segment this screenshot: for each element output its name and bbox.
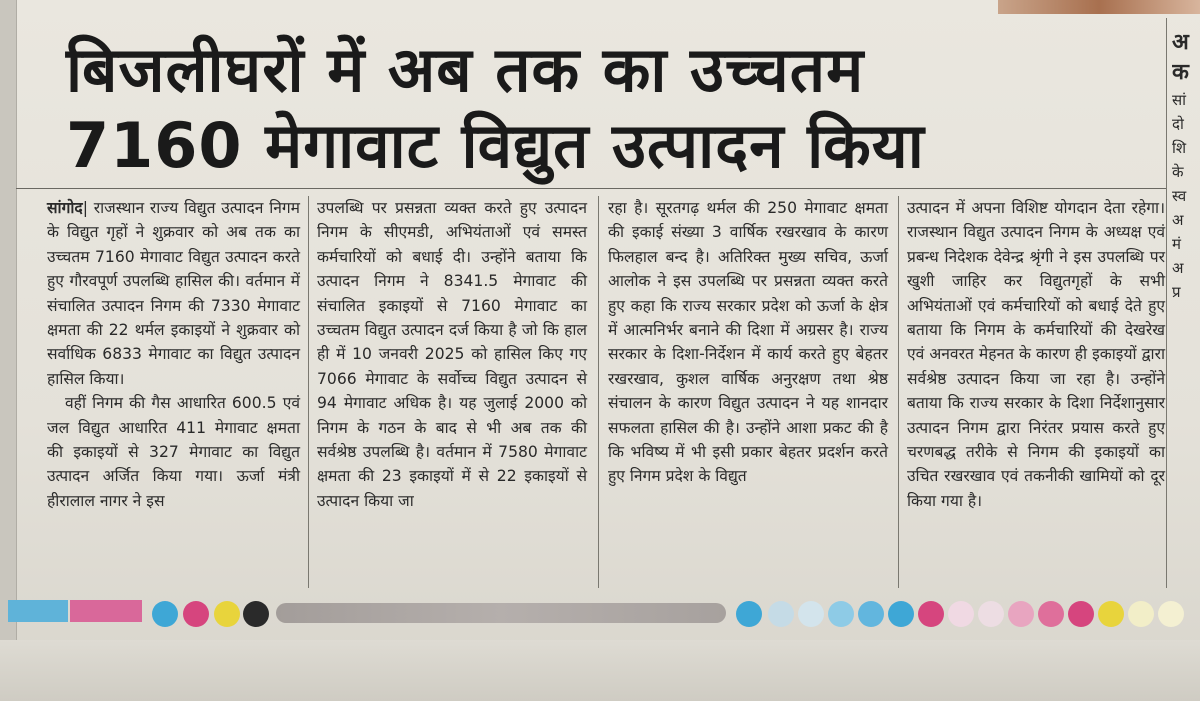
adjacent-text-line: मं bbox=[1172, 235, 1181, 253]
yellow-dot bbox=[1098, 601, 1124, 627]
dateline: सांगोद bbox=[47, 199, 83, 217]
paragraph-text: राजस्थान राज्य विद्युत उत्पादन निगम के विद्युत गृहों ने शुक्रवार को अब तक का उच्चतम 7160 मेगावाट विद्युत उत्पादन करते हुए गौरवपूर्ण उपलब्धि हासिल की। वर्तमान में संचालित उत्पादन निगम की 7330 मेगावाट क्षमता की 22 थर्मल इकाइयों ने शुक्रवार को सर्वाधिक 6833 मेगावाट का विद्युत उत्पादन हासिल किया। bbox=[47, 199, 300, 388]
adjacent-text-line: दो bbox=[1172, 115, 1184, 133]
headline-line-1: बिजलीघरों में अब तक का उच्चतम bbox=[66, 33, 865, 106]
gray-tone-bar bbox=[276, 603, 726, 623]
cyan-dot bbox=[152, 601, 178, 627]
adjacent-text-line: अ bbox=[1172, 211, 1184, 229]
paragraph: उपलब्धि पर प्रसन्नता व्यक्त करते हुए उत्पादन निगम के सीएमडी, अभियंताओं एवं समस्त कर्मचारियों को बधाई दी। उन्होंने बताया कि उत्पादन निगम ने 8341.5 मेगावाट की संचालित इकाइयों से 7160 मेगावाट का उच्चतम विद्युत उत्पादन दर्ज किया है जो कि हाल ही में 10 जनवरी 2025 को हासिल किए गए 7066 मेगावाट के सर्वोच्च विद्युत उत्पादन से 94 मेगावाट अधिक है। यह जुलाई 2000 को निगम के गठन के बाद से भी अब तक की सर्वश्रेष्ठ उपलब्धि है। वर्तमान में 7580 मेगावाट क्षमता की 23 इकाइयों में से 22 इकाइयों से उत्पादन किया जा bbox=[317, 199, 587, 510]
magenta-dot bbox=[1038, 601, 1064, 627]
adjacent-text-line: के bbox=[1172, 163, 1184, 181]
paragraph: रहा है। सूरतगढ़ थर्मल की 250 मेगावाट क्षमता की इकाई संख्या 3 वार्षिक रखरखाव के कारण फिलहाल बन्द है। अतिरिक्त मुख्य सचिव, ऊर्जा आलोक ने इस उपलब्धि पर प्रसन्नता व्यक्त करते हुए कहा कि राज्य सरकार प्रदेश को ऊर्जा के क्षेत्र में आत्मनिर्भर बनाने की दिशा में अग्रसर है। राज्य सरकार के दिशा-निर्देशन में कार्य करते हुए बेहतर रखरखाव, कुशल वार्षिक अनुरक्षण तथा श्रेष्ठ संचालन के कारण विद्युत उत्पादन ने यह शानदार सफलता हासिल की है। उन्होंने आशा प्रकट की है कि भविष्य में भी इसी प्रकार बेहतर प्रदर्शन करते हुए निगम प्रदेश के विद्युत bbox=[608, 199, 888, 486]
adjacent-text-line: सां bbox=[1172, 91, 1187, 109]
adjacent-photo-edge bbox=[998, 0, 1200, 14]
side-column-divider bbox=[1166, 18, 1167, 588]
column-divider bbox=[598, 196, 599, 588]
light-cyan-dot bbox=[798, 601, 824, 627]
page-fold-strip bbox=[0, 0, 17, 701]
article-column-2 bbox=[317, 196, 587, 513]
article-column-1 bbox=[47, 196, 300, 513]
cyan-dot bbox=[888, 601, 914, 627]
article-column-4 bbox=[907, 196, 1165, 513]
magenta-dot bbox=[183, 601, 209, 627]
paragraph: वहीं निगम की गैस आधारित 600.5 एवं जल विद्युत आधारित 411 मेगावाट क्षमता की इकाइयों से 327 मेगावाट का विद्युत उत्पादन अर्जित किया गया। ऊर्जा मंत्री हीरालाल नागर ने इस bbox=[47, 394, 300, 510]
paragraph: उत्पादन में अपना विशिष्ट योगदान देता रहेगा। राजस्थान विद्युत उत्पादन निगम के अध्यक्ष एवं प्रबन्ध निदेशक देवेन्द्र श्रृंगी ने इस उपलब्धि पर खुशी जाहिर कर विद्युतगृहों के सभी अभियंताओं एवं कर्मचारियों को बधाई देते हुए बताया कि निगम के कर्मचारियों की देखरेख एवं अनवरत मेहनत के कारण ही इकाइयों द्वारा सर्वश्रेष्ठ उत्पादन किया जा रहा है। उन्होंने बताया कि राज्य सरकार के दिशा निर्देशानुसार उत्पादन निगम द्वारा निरंतर प्रयास करते हुए चरणबद्ध तरीके से निगम की इकाइयों का उचित रखरखाव एवं तकनीकी खामियों को दूर किया गया है। bbox=[907, 199, 1165, 510]
paragraph: सांगोद| राजस्थान राज्य विद्युत उत्पादन निगम के विद्युत गृहों ने शुक्रवार को अब तक का उच्चतम 7160 मेगावाट विद्युत उत्पादन करते हुए गौरवपूर्ण उपलब्धि हासिल की। वर्तमान में संचालित उत्पादन निगम की 7330 मेगावाट क्षमता की 22 थर्मल इकाइयों ने शुक्रवार को सर्वाधिक 6833 मेगावाट का विद्युत उत्पादन हासिल किया। bbox=[47, 199, 300, 388]
light-cyan-dot bbox=[768, 601, 794, 627]
black-dot bbox=[243, 601, 269, 627]
adjacent-article-fragment bbox=[1172, 28, 1200, 304]
adjacent-text-line: अ bbox=[1172, 259, 1184, 277]
adjacent-headline-char: अ bbox=[1172, 30, 1189, 55]
headline-divider bbox=[16, 188, 1166, 189]
cyan-swatch bbox=[8, 600, 68, 622]
magenta-dot bbox=[1068, 601, 1094, 627]
cyan-dot bbox=[858, 601, 884, 627]
yellow-dot bbox=[214, 601, 240, 627]
adjacent-headline-char: क bbox=[1172, 60, 1189, 85]
headline-line-2: 7160 मेगावाट विद्युत उत्पादन किया bbox=[66, 109, 925, 182]
column-divider bbox=[308, 196, 309, 588]
adjacent-text-line: प्र bbox=[1172, 283, 1181, 301]
adjacent-text-line: शि bbox=[1172, 139, 1187, 157]
magenta-dot bbox=[918, 601, 944, 627]
light-yellow-dot bbox=[1128, 601, 1154, 627]
column-divider bbox=[898, 196, 899, 588]
light-magenta-dot bbox=[978, 601, 1004, 627]
cyan-dot bbox=[736, 601, 762, 627]
article-column-3 bbox=[608, 196, 888, 489]
magenta-dot bbox=[1008, 601, 1034, 627]
light-yellow-dot bbox=[1158, 601, 1184, 627]
magenta-swatch bbox=[70, 600, 142, 622]
light-magenta-dot bbox=[948, 601, 974, 627]
adjacent-text-line: स्व bbox=[1172, 187, 1187, 205]
page-bottom-margin bbox=[0, 640, 1200, 701]
cyan-dot bbox=[828, 601, 854, 627]
